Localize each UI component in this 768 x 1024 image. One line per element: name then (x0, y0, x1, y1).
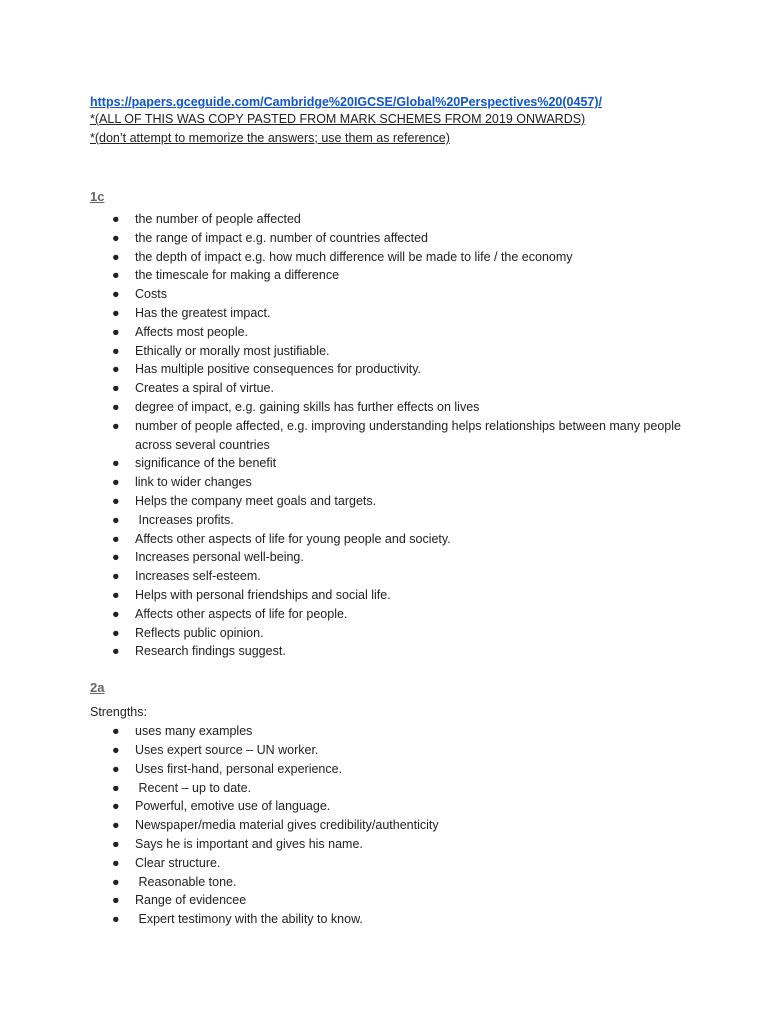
list-item (90, 530, 690, 549)
document-page (90, 94, 690, 929)
list-item (90, 379, 690, 398)
bullet-icon: ● (112, 855, 120, 870)
bullet-icon: ● (112, 362, 120, 377)
list-item-text: Recent – up to date. (135, 780, 252, 795)
list-item-text: Increases self-esteem. (135, 569, 261, 584)
list-item-text: Increases personal well-being. (135, 550, 304, 565)
bullet-icon: ● (112, 381, 120, 396)
bullet-icon: ● (112, 399, 120, 414)
section-heading-2a: 2a (90, 680, 105, 696)
list-item (90, 567, 690, 586)
list-item-text: Has the greatest impact. (135, 305, 271, 320)
bullet-icon: ● (112, 287, 120, 302)
bullet-icon: ● (112, 606, 120, 621)
list-item-text: Range of evidencee (135, 893, 247, 908)
strengths-label: Strengths: (90, 705, 147, 720)
list-item (90, 492, 690, 511)
bullet-icon: ● (112, 268, 120, 283)
list-item-text: the range of impact e.g. number of countries affected (135, 230, 428, 245)
list-item-text: significance of the benefit (135, 456, 277, 471)
list-item-text: Has multiple positive consequences for productivity. (135, 362, 422, 377)
list-item (90, 854, 690, 873)
list-item (90, 835, 690, 854)
bullet-list-1c (90, 210, 690, 661)
bullet-icon: ● (112, 912, 120, 927)
bullet-icon: ● (112, 836, 120, 851)
bullet-icon: ● (112, 587, 120, 602)
bullet-icon: ● (112, 418, 120, 433)
list-item-text: Newspaper/media material gives credibility/authenticity (135, 818, 439, 833)
list-item (90, 304, 690, 323)
list-item-text: Uses first-hand, personal experience. (135, 761, 343, 776)
list-item-text: Research findings suggest. (135, 644, 286, 659)
bullet-icon: ● (112, 343, 120, 358)
bullet-icon: ● (112, 475, 120, 490)
list-item (90, 511, 690, 530)
list-item (90, 398, 690, 417)
bullet-list-2a (90, 722, 690, 929)
list-item-text: Helps the company meet goals and targets. (135, 493, 377, 508)
list-item-text: Affects other aspects of life for people. (135, 606, 348, 621)
bullet-icon: ● (112, 531, 120, 546)
list-item (90, 722, 690, 741)
list-item-text: Costs (135, 287, 167, 302)
list-item (90, 266, 690, 285)
list-item (90, 473, 690, 492)
list-item (90, 741, 690, 760)
bullet-icon: ● (112, 550, 120, 565)
list-item-text: Creates a spiral of virtue. (135, 381, 274, 396)
section-heading-1c: 1c (90, 189, 105, 204)
list-item (90, 816, 690, 835)
bullet-icon: ● (112, 625, 120, 640)
list-item-text: Powerful, emotive use of language. (135, 799, 331, 814)
list-item (90, 454, 690, 473)
bullet-icon: ● (112, 324, 120, 339)
bullet-icon: ● (112, 305, 120, 320)
list-item-text: the timescale for making a difference (135, 268, 340, 283)
source-link[interactable]: https://papers.gceguide.com/Cambridge%20IGCSE/Global%20Perspectives%20(0457)/ (90, 95, 602, 109)
bullet-icon: ● (112, 512, 120, 527)
list-item-text: Clear structure. (135, 855, 221, 870)
list-item-text: Reasonable tone. (135, 874, 237, 889)
bullet-icon: ● (112, 644, 120, 659)
list-item-text: Expert testimony with the ability to know. (135, 912, 363, 927)
list-item (90, 605, 690, 624)
bullet-icon: ● (112, 780, 120, 795)
list-item (90, 891, 690, 910)
bullet-icon: ● (112, 818, 120, 833)
bullet-icon: ● (112, 742, 120, 757)
list-item (90, 548, 690, 567)
list-item (90, 323, 690, 342)
list-item-text: degree of impact, e.g. gaining skills has further effects on lives (135, 399, 480, 414)
bullet-icon: ● (112, 893, 120, 908)
list-item-text: the number of people affected (135, 212, 301, 226)
list-item-text: number of people affected, e.g. improving understanding helps relationships between many people across several countries (135, 418, 681, 452)
list-item-text: link to wider changes (135, 475, 252, 490)
list-item-text: Reflects public opinion. (135, 625, 264, 640)
list-item-text: uses many examples (135, 724, 253, 739)
list-item-text: Affects most people. (135, 324, 249, 339)
bullet-icon: ● (112, 230, 120, 245)
reference-note: *(don’t attempt to memorize the answers; use them as reference) (90, 131, 450, 145)
list-item (90, 285, 690, 304)
bullet-icon: ● (112, 724, 120, 739)
list-item-text: Affects other aspects of life for young people and society. (135, 531, 451, 546)
bullet-icon: ● (112, 874, 120, 889)
list-item-text: the depth of impact e.g. how much difference will be made to life / the economy (135, 249, 573, 264)
list-item-text: Uses expert source – UN worker. (135, 742, 319, 757)
list-item (90, 210, 690, 229)
bullet-icon: ● (112, 493, 120, 508)
list-item (90, 760, 690, 779)
bullet-icon: ● (112, 249, 120, 264)
list-item (90, 360, 690, 379)
list-item (90, 229, 690, 248)
bullet-icon: ● (112, 456, 120, 471)
list-item (90, 642, 690, 661)
bullet-icon: ● (112, 212, 120, 226)
list-item (90, 779, 690, 798)
list-item-text: Helps with personal friendships and social life. (135, 587, 391, 602)
list-item-text: Says he is important and gives his name. (135, 836, 363, 851)
list-item (90, 417, 690, 455)
bullet-icon: ● (112, 569, 120, 584)
bullet-icon: ● (112, 761, 120, 776)
list-item (90, 624, 690, 643)
list-item (90, 342, 690, 361)
list-item (90, 873, 690, 892)
copy-note: *(ALL OF THIS WAS COPY PASTED FROM MARK SCHEMES FROM 2019 ONWARDS) (90, 112, 586, 126)
list-item-text: Increases profits. (135, 512, 234, 527)
list-item (90, 248, 690, 267)
list-item (90, 797, 690, 816)
list-item (90, 586, 690, 605)
list-item-text: Ethically or morally most justifiable. (135, 343, 330, 358)
list-item (90, 910, 690, 929)
bullet-icon: ● (112, 799, 120, 814)
